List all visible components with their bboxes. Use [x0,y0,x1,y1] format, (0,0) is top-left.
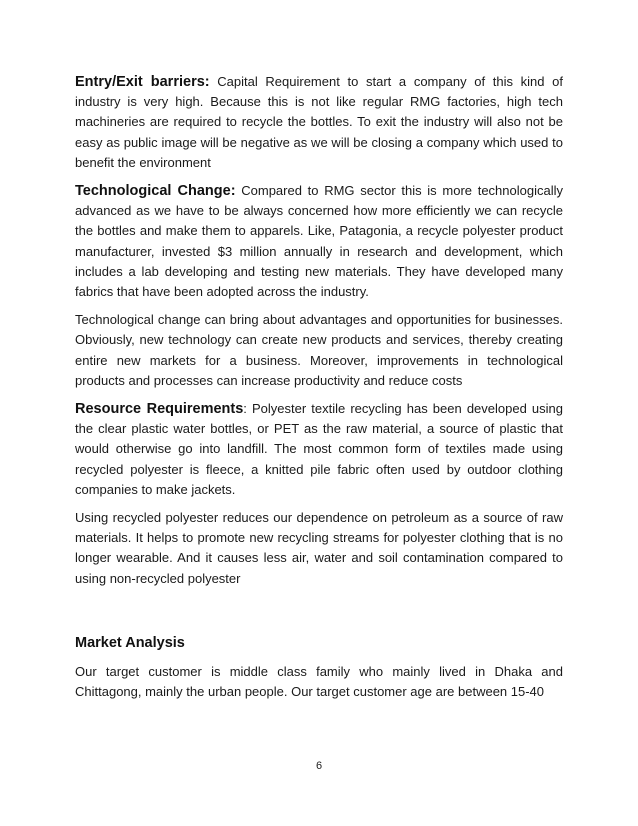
market-analysis-heading: Market Analysis [75,634,185,651]
document-page [75,72,563,710]
entry-exit-paragraph [75,72,563,173]
technological-change-paragraph [75,181,563,302]
market-analysis-text: Our target customer is middle class family who mainly lived in Dhaka and Chittagong, mainly the urban people. Our target customer age are between 15-40 [75,663,563,700]
technological-change-2-text: Technological change can bring about advantages and opportunities for businesses. Obviously, new technology can create new products and services, thereby creating entire new markets for a business. Moreover, improvements in technological products and processes can increase productivity and reduce costs [75,312,563,388]
recycled-polyester-paragraph [75,508,563,589]
recycled-polyester-text: Using recycled polyester reduces our dependence on petroleum as a source of raw materials. It helps to promote new recycling streams for polyester clothing that is no longer wearable. And it causes less air, water and soil contamination compared to using non-recycled polyester [75,510,563,586]
technological-change-paragraph-2 [75,310,563,391]
technological-change-text: Compared to RMG sector this is more technologically advanced as we have to be always concerned how more efficiently we can recycle the bottles and make them to apparels. Like, Patagonia, a recycle polyester product manufacturer, invested $3 million annually in research and development, which includes a lab developing and testing new materials. They have developed many fabrics that have been adopted across the industry. [75,183,563,300]
page-number: 6 [315,760,323,772]
entry-exit-lead: Entry/Exit barriers: [75,74,210,90]
resource-requirements-lead: Resource Requirements [75,401,244,418]
technological-change-lead: Technological Change: [75,183,236,200]
market-analysis-paragraph [75,662,563,702]
resource-requirements-text: : Polyester textile recycling has been developed using the clear plastic water bottles, or PET as the raw material, a source of plastic that would otherwise go into landfill. The most common form of textiles made using recycled polyester is fleece, a knitted pile fabric often used by outdoor clothing companies to make jackets. [75,401,563,497]
entry-exit-text: Capital Requirement to start a company of this kind of industry is very high. Because this is not like regular RMG factories, high tech machineries are required to recycle the bottles. To exit the industry will also not be easy as public image will be negative as we will be closing a company which used to benefit the environment [75,74,563,170]
resource-requirements-paragraph [75,399,563,500]
